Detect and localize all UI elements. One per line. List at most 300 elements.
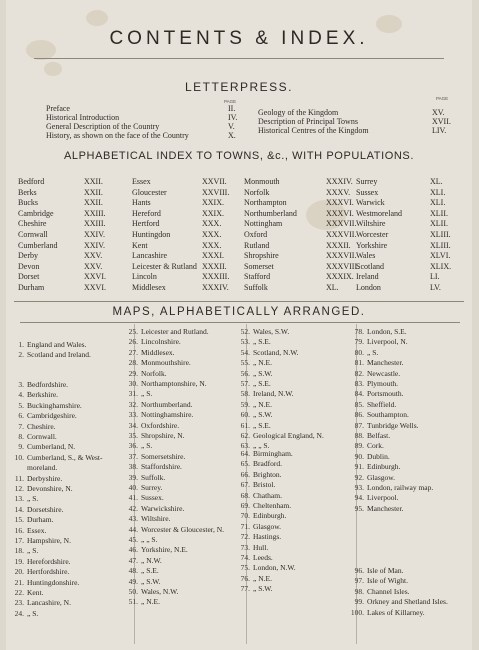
map-label: Derbyshire.	[27, 473, 63, 483]
map-label: Portsmouth.	[367, 389, 404, 399]
map-entry	[350, 410, 409, 420]
map-number: 61.	[240, 420, 250, 430]
map-number: 67.	[240, 480, 250, 490]
map-entry	[350, 421, 419, 431]
town-name: Wiltshire	[356, 219, 386, 229]
map-entry	[350, 597, 448, 607]
town-name: Northampton	[244, 198, 287, 208]
map-label: „ S.	[27, 546, 39, 556]
letterpress-heading: LETTERPRESS.	[184, 80, 294, 94]
town-name: Cumberland	[18, 240, 58, 250]
map-label: Bradford.	[253, 459, 282, 469]
map-number: 11.	[14, 473, 24, 483]
maps-top-rule	[14, 301, 464, 302]
map-number: 52.	[240, 327, 250, 336]
map-entry	[236, 459, 282, 469]
map-label: „ S.W.	[253, 410, 273, 420]
map-label: Scotland and Ireland.	[27, 350, 91, 360]
town-page: XXXIV.	[326, 177, 353, 186]
map-label: Liverpool, N.	[367, 337, 408, 347]
town-page: XXVIII.	[202, 187, 230, 197]
map-label: „ N.E.	[253, 399, 272, 409]
map-entry	[10, 453, 103, 463]
map-label: London, N.W.	[253, 563, 296, 573]
map-label: Suffolk.	[141, 472, 166, 482]
map-entry	[10, 609, 38, 619]
map-entry	[236, 449, 293, 459]
map-entry	[236, 574, 272, 584]
map-label: Hertfordshire.	[27, 567, 70, 577]
map-entry	[10, 390, 58, 400]
map-number: 23.	[14, 598, 24, 608]
map-number: 30.	[128, 379, 138, 388]
map-number: 35.	[128, 431, 138, 440]
map-label: Orkney and Shetland Isles.	[367, 597, 448, 607]
map-number: 70.	[240, 511, 250, 521]
map-entry	[124, 400, 192, 410]
letterpress-item-label: Historical Introduction	[46, 113, 120, 122]
town-name: Bucks	[18, 198, 38, 208]
map-entry	[350, 483, 433, 493]
map-number: 45.	[128, 535, 138, 544]
map-label: Bristol.	[253, 480, 276, 490]
map-entry	[236, 532, 281, 542]
town-page: XXXVIII.	[326, 261, 360, 271]
map-entry	[236, 389, 294, 399]
map-entry	[10, 442, 75, 452]
map-number: 89.	[354, 441, 364, 451]
town-page: XXX.	[202, 240, 222, 250]
map-number: 5.	[18, 400, 24, 410]
map-entry	[124, 379, 207, 389]
map-entry	[236, 431, 324, 441]
town-name: Somerset	[244, 261, 274, 271]
letterpress-item-label: Geology of the Kingdom	[258, 108, 339, 117]
town-name: Derby	[18, 251, 38, 261]
town-page: XXXV.	[326, 187, 351, 197]
map-number: 86.	[354, 410, 364, 420]
map-entry	[350, 566, 403, 576]
map-number: 95.	[354, 503, 364, 513]
map-entry	[10, 515, 53, 525]
map-label: „ „ S.	[253, 441, 270, 451]
map-number: 40.	[128, 483, 138, 492]
map-entry	[350, 587, 410, 597]
town-name: Oxford	[244, 230, 268, 239]
town-page: XXVI.	[84, 283, 106, 292]
map-label: „ S.	[27, 608, 39, 618]
map-number: 87.	[354, 420, 364, 430]
map-label: Cumberland, S., & West-	[27, 452, 103, 462]
map-number: 94.	[354, 493, 364, 503]
town-page: XLI.	[430, 198, 446, 208]
town-page: XXVI.	[84, 272, 106, 282]
map-label: Wales, S.W.	[253, 327, 290, 336]
map-number: 38.	[128, 462, 138, 472]
town-page: XXIX.	[202, 198, 224, 208]
map-number: 17.	[14, 536, 24, 545]
town-page: XXX.	[202, 230, 222, 239]
map-number: 8.	[18, 432, 24, 441]
letterpress-item-page: V.	[228, 122, 235, 131]
map-entry	[10, 401, 82, 411]
map-entry	[10, 546, 38, 556]
map-number: 74.	[240, 553, 250, 562]
map-number: 2.	[18, 350, 24, 360]
town-page: XXXVI.	[326, 208, 354, 218]
map-number: 41.	[128, 493, 138, 503]
town-page: XXVII.	[202, 177, 227, 186]
town-page: XXIII.	[84, 208, 106, 218]
town-page: XXIV.	[84, 240, 105, 250]
map-entry	[10, 526, 46, 536]
map-entry	[124, 389, 152, 399]
map-label: Liverpool.	[367, 493, 399, 503]
map-number: 93.	[354, 483, 364, 492]
map-entry	[10, 557, 71, 567]
town-page: XLVI.	[430, 251, 451, 261]
map-entry	[10, 474, 62, 484]
letterpress-item-label: General Description of the Country	[46, 122, 160, 131]
map-number: 81.	[354, 358, 364, 368]
map-number: 55.	[240, 358, 250, 368]
map-entry	[10, 432, 57, 442]
map-label: „ S.W.	[253, 368, 273, 378]
map-label: „ N.W.	[141, 555, 162, 565]
map-label: „ S.E.	[253, 379, 271, 388]
map-number: 76.	[240, 573, 250, 583]
map-label: Wales, N.W.	[141, 587, 179, 596]
map-number: 53.	[240, 337, 250, 347]
map-entry	[350, 400, 396, 410]
map-label: Cornwall.	[27, 432, 57, 441]
map-label: Worcester & Gloucester, N.	[141, 524, 225, 534]
map-label: England and Wales.	[27, 340, 87, 349]
town-name: Sussex	[356, 187, 379, 197]
map-label: Ireland, N.W.	[253, 389, 294, 399]
map-entry	[10, 463, 57, 473]
map-label: Nottinghamshire.	[141, 410, 194, 420]
map-number: 57.	[240, 379, 250, 388]
map-label: Hampshire, N.	[27, 536, 71, 545]
map-entry	[10, 536, 71, 546]
map-entry	[236, 400, 272, 410]
town-name: Hertford	[132, 219, 160, 229]
map-label: Northumberland.	[141, 399, 193, 409]
map-number: 16.	[14, 525, 24, 535]
map-label: „ S.E.	[253, 337, 271, 347]
map-number: 49.	[128, 576, 138, 586]
map-entry	[124, 327, 209, 337]
map-entry	[350, 493, 398, 503]
town-name: Hants	[132, 198, 151, 208]
town-name: Norfolk	[244, 187, 270, 197]
map-label: Channel Isles.	[367, 586, 410, 596]
letterpress-item-page: IV.	[228, 113, 238, 122]
map-entry	[10, 494, 38, 504]
map-label: „ S.E.	[253, 420, 271, 430]
map-entry	[350, 327, 407, 337]
map-number: 60.	[240, 410, 250, 420]
letterpress-item-label: Description of Principal Towns	[258, 117, 358, 126]
map-entry	[350, 504, 403, 514]
map-number: 54.	[240, 347, 250, 357]
map-number: 79.	[354, 337, 364, 347]
map-number: 62.	[240, 431, 250, 440]
town-name: Yorkshire	[356, 240, 388, 250]
town-name: Kent	[132, 240, 148, 250]
map-label: Cheshire.	[27, 421, 56, 431]
contents-page	[6, 0, 472, 650]
town-name: Westmoreland	[356, 208, 403, 218]
map-number: 85.	[354, 399, 364, 409]
town-page: XXV.	[84, 251, 103, 261]
map-label: Belfast.	[367, 431, 391, 440]
town-page: XL.	[326, 283, 339, 292]
letterpress-page-label-left: PAGE	[224, 99, 237, 104]
map-label: „ S.W.	[141, 576, 161, 586]
town-name: Ireland	[356, 272, 379, 282]
map-entry	[124, 504, 184, 514]
map-entry	[124, 577, 161, 587]
map-number: 46.	[128, 545, 138, 555]
map-number: 84.	[354, 389, 364, 399]
letterpress-item-page: X.	[228, 131, 236, 140]
town-name: London	[356, 283, 381, 292]
map-entry	[236, 491, 282, 501]
map-number: 42.	[128, 503, 138, 513]
map-entry	[124, 421, 179, 431]
map-number: 14.	[14, 504, 24, 514]
map-number: 44.	[128, 524, 138, 534]
map-label: Lancashire, N.	[27, 598, 71, 608]
map-entry	[350, 389, 403, 399]
town-page: XXIX.	[202, 208, 224, 218]
map-number: 21.	[14, 577, 24, 587]
town-page: XXX.	[202, 219, 222, 229]
map-number: 48.	[128, 566, 138, 576]
map-entry	[350, 431, 390, 441]
town-page: XLII.	[430, 219, 448, 229]
map-label: Manchester.	[367, 503, 404, 513]
map-label: Buckinghamshire.	[27, 400, 82, 410]
map-label: Southampton.	[367, 410, 409, 420]
town-name: Cornwall	[18, 230, 48, 239]
map-number: 19.	[14, 556, 24, 566]
map-number: 56.	[240, 368, 250, 378]
town-name: Cheshire	[18, 219, 47, 229]
map-number: 33.	[128, 410, 138, 420]
town-page: LI.	[430, 272, 440, 282]
town-page: XLI.	[430, 187, 446, 197]
map-entry	[236, 563, 296, 573]
town-name: Huntingdon	[132, 230, 171, 239]
map-entry	[124, 410, 193, 420]
map-label: Northamptonshire, N.	[141, 379, 207, 388]
map-number: 78.	[354, 327, 364, 336]
map-number: 31.	[128, 389, 138, 399]
map-number: 3.	[18, 380, 24, 389]
map-label: Leicester and Rutland.	[141, 327, 209, 336]
map-number: 68.	[240, 490, 250, 500]
map-label: Isle of Man.	[367, 566, 404, 575]
map-entry	[350, 473, 395, 483]
map-label: Middlesex.	[141, 347, 175, 357]
map-number: 59.	[240, 399, 250, 409]
town-page: XXXII.	[202, 261, 227, 271]
map-label: Cork.	[367, 441, 384, 451]
map-label: „ S.	[141, 389, 153, 399]
map-entry	[124, 452, 185, 462]
map-entry	[10, 380, 68, 390]
map-label: Durham.	[27, 515, 54, 525]
map-label: Glasgow.	[367, 472, 396, 482]
map-entry	[124, 337, 181, 347]
map-number: 22.	[14, 588, 24, 597]
map-entry	[10, 588, 43, 598]
town-name: Shropshire	[244, 251, 279, 261]
map-label: Somersetshire.	[141, 451, 186, 461]
map-label: London, S.E.	[367, 327, 407, 336]
town-page: XXXI.	[202, 251, 224, 261]
town-page: XXXIV.	[202, 283, 229, 292]
town-page: XXXVII.	[326, 230, 357, 239]
town-name: Surrey	[356, 177, 378, 186]
town-page: XLIX.	[430, 261, 452, 271]
map-entry	[124, 462, 182, 472]
map-number: 69.	[240, 501, 250, 510]
map-label: Dorsetshire.	[27, 504, 64, 514]
town-name: Stafford	[244, 272, 271, 282]
map-number: 91.	[354, 462, 364, 472]
map-number: 100.	[350, 607, 364, 617]
map-entry	[124, 473, 165, 483]
town-page: XXII.	[84, 177, 103, 186]
town-name: Suffolk	[244, 283, 268, 292]
map-label: Norfolk.	[141, 368, 167, 378]
town-name: Cambridge	[18, 208, 54, 218]
map-label: Berkshire.	[27, 390, 59, 400]
map-label: Dublin.	[367, 451, 390, 461]
map-label: Bedfordshire.	[27, 380, 69, 389]
map-label: Sheffield.	[367, 399, 397, 409]
map-entry	[124, 587, 178, 597]
map-entry	[10, 505, 63, 515]
map-number: 51.	[128, 597, 138, 607]
map-number: 13.	[14, 494, 24, 504]
town-name: Devon	[18, 261, 40, 271]
map-number: 47.	[128, 555, 138, 565]
map-entry	[350, 379, 398, 389]
town-page: XXIII.	[84, 219, 106, 229]
town-page: XL.	[430, 177, 443, 186]
letterpress-item-page: LIV.	[432, 126, 447, 135]
map-number: 97.	[354, 576, 364, 586]
map-number: 36.	[128, 441, 138, 451]
map-number: 43.	[128, 514, 138, 524]
map-label: Shropshire, N.	[141, 431, 185, 440]
map-number: 34.	[128, 420, 138, 430]
town-name: Berks	[18, 187, 37, 197]
map-label: Yorkshire, N.E.	[141, 545, 188, 555]
map-number: 9.	[18, 442, 24, 452]
map-number: 26.	[128, 337, 138, 347]
map-entry	[124, 597, 160, 607]
map-number: 82.	[354, 368, 364, 378]
town-name: Leicester & Rutland	[132, 261, 197, 271]
map-entry	[124, 493, 164, 503]
map-label: Glasgow.	[253, 521, 282, 531]
map-entry	[124, 525, 224, 535]
town-name: Dorset	[18, 272, 40, 282]
map-label: Tunbridge Wells.	[367, 420, 419, 430]
map-number: 4.	[18, 390, 24, 400]
map-number: 25.	[128, 327, 138, 336]
map-number: 1.	[18, 340, 24, 349]
map-label: Warwickshire.	[141, 503, 185, 513]
map-number: 98.	[354, 586, 364, 596]
map-entry	[236, 348, 299, 358]
town-name: Rutland	[244, 240, 270, 250]
towns-heading: ALPHABETICAL INDEX TO TOWNS, &c., WITH POPULATIONS.	[63, 150, 415, 162]
town-name: Hereford	[132, 208, 161, 218]
map-number: 63.	[240, 441, 250, 451]
map-label: Plymouth.	[367, 379, 399, 388]
map-entry	[10, 350, 91, 360]
map-number: 39.	[128, 472, 138, 482]
map-number: 50.	[128, 587, 138, 596]
map-entry	[236, 543, 268, 553]
map-entry	[124, 566, 159, 576]
map-entry	[236, 480, 275, 490]
map-number: 83.	[354, 379, 364, 388]
map-entry	[350, 337, 408, 347]
map-label: Isle of Wight.	[367, 576, 409, 586]
map-entry	[236, 358, 272, 368]
map-number: 96.	[354, 566, 364, 575]
map-entry	[124, 369, 167, 379]
map-entry	[350, 358, 403, 368]
letterpress-item-label: Preface	[46, 104, 70, 113]
map-number: 64.	[240, 449, 250, 458]
map-label: Birmingham.	[253, 449, 293, 458]
map-entry	[350, 452, 390, 462]
map-number: 71.	[240, 521, 250, 531]
map-label: Surrey.	[141, 483, 163, 492]
map-label: Cambridgeshire.	[27, 411, 77, 421]
maps-heading-rule	[20, 322, 460, 323]
map-entry	[236, 511, 286, 521]
map-entry	[124, 556, 162, 566]
map-label: „ S.W.	[253, 584, 273, 594]
town-page: XLII.	[430, 208, 448, 218]
map-entry	[10, 340, 86, 350]
town-name: Middlesex	[132, 283, 166, 292]
map-label: Kent.	[27, 588, 44, 597]
map-entry	[236, 522, 281, 532]
map-label: „ S.	[367, 347, 379, 357]
town-name: Scotland	[356, 261, 384, 271]
map-label: „ S.E.	[141, 566, 159, 576]
map-entry	[350, 441, 384, 451]
map-label: „ N.E.	[253, 358, 272, 368]
map-label: Herefordshire.	[27, 556, 71, 566]
letterpress-item-page: XV.	[432, 108, 445, 117]
map-entry	[124, 431, 185, 441]
title-rule	[34, 58, 444, 59]
town-page: XXXIX.	[326, 272, 354, 282]
map-entry	[10, 578, 79, 588]
